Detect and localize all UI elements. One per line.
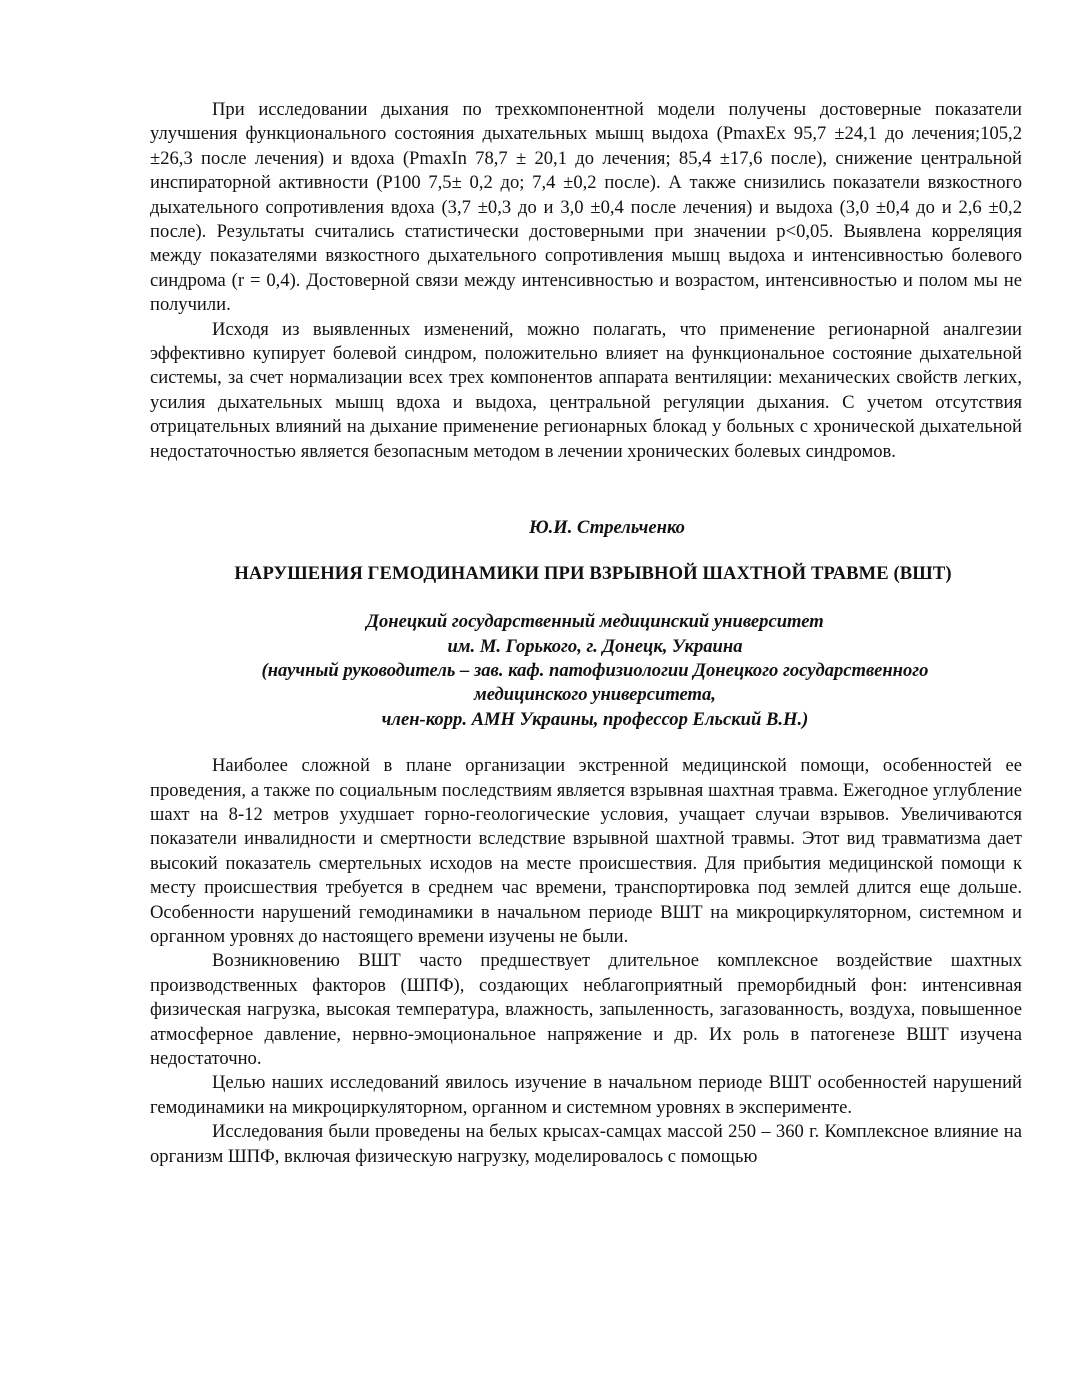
article-paragraph-1: Наиболее сложной в плане организации экстренной медицинской помощи, особенностей ее проведения, а также по социальным последствиям является взрывная шахтная травма. Ежегодное углубление шахт на 8-12 метров ухудшает горно-геологические условия, учащает случаи взрывов. Увеличиваются показатели инвалидности и смертности вследствие взрывной шахтной травмы. Этот вид травматизма дает высокий показатель смертельных исходов на месте происшествия. Для прибытия медицинской помощи к месту происшествия требуется в среднем час времени, транспортировка под землей длится еще дольше. Особенности нарушений гемодинамики в начальном периоде ВШТ на микроциркуляторном, системном и органном уровнях до настоящего времени изучены не были. <box>150 755 1022 947</box>
intro-paragraph-1: При исследовании дыхания по трехкомпонентной модели получены достоверные показатели улучшения функционального состояния дыхательных мышц выдоха (PmaxEx 95,7 ±24,1 до лечения;105,2 ±26,3 после лечения) и вдоха (PmaxIn 78,7 ± 20,1 до лечения; 85,4 ±17,6 после), снижение центральной инспираторной активности (P100 7,5± 0,2 до; 7,4 ±0,2 после). А также снизились показатели вязкостного дыхательного сопротивления вдоха (3,7 ±0,3 до и 3,0 ±0,4 после лечения) и выдоха (3,0 ±0,4 до и 2,6 ±0,2 после). Результаты считались статистически достоверными при значении p<0,05. Выявлена корреляция между показателями вязкостного дыхательного сопротивления мышц выдоха и интенсивностью болевого синдрома (r = 0,4). Достоверной связи между интенсивностью и возрастом, интенсивностью и полом мы не получили. <box>150 99 1022 316</box>
article-paragraph-4: Исследования были проведены на белых крысах-самцах массой 250 – 360 г. Комплексное влияние на организм ШПФ, включая физическую нагрузку, моделировалось с помощью <box>150 1121 1022 1167</box>
article-paragraph-2: Возникновению ВШТ часто предшествует длительное комплексное воздействие шахтных производственных факторов (ШПФ), создающих неблагоприятный преморбидный фон: интенсивная физическая нагрузка, высокая температура, влажность, запыленность, загазованность, воздуха, повышенное атмосферное давление, нервно-эмоциональное напряжение и др. Их роль в патогенезе ВШТ изучена недостаточно. <box>150 950 1022 1069</box>
affiliation-line: им. М. Горького, г. Донецк, Украина <box>447 635 743 657</box>
article-author: Ю.И. Стрельченко <box>529 517 685 539</box>
article-affiliation <box>150 610 1022 732</box>
spacer <box>150 464 1022 516</box>
intro-paragraph-2: Исходя из выявленных изменений, можно полагать, что применение регионарной аналгезии эффективно купирует болевой синдром, положительно влияет на функциональное состояние дыхательной системы, за счет нормализации всех трех компонентов аппарата вентиляции: механических свойств легких, усилия дыхательных мышц вдоха и выдоха, центральной регуляции дыхания. С учетом отсутствия отрицательных влияний на дыхание применение регионарных блокад у больных с хронической дыхательной недостаточностью является безопасным методом в лечении хронических болевых синдромов. <box>150 318 1022 462</box>
spacer <box>150 586 1022 610</box>
spacer <box>150 540 1022 562</box>
affiliation-line: член-корр. АМН Украины, профессор Ельский В.Н.) <box>381 708 809 730</box>
article-title: НАРУШЕНИЯ ГЕМОДИНАМИКИ ПРИ ВЗРЫВНОЙ ШАХТНОЙ ТРАВМЕ (ВШТ) <box>234 563 952 585</box>
affiliation-line: Донецкий государственный медицинский университет <box>366 611 824 633</box>
article-paragraph-3: Целью наших исследований явилось изучение в начальном периоде ВШТ особенностей нарушений гемодинамики на микроциркуляторном, органном и системном уровнях в эксперименте. <box>150 1072 1022 1118</box>
spacer <box>150 732 1022 754</box>
affiliation-line: (научный руководитель – зав. каф. патофизиологии Донецкого государственного <box>261 659 929 681</box>
affiliation-line: медицинского университета, <box>474 684 716 706</box>
document-page <box>150 98 1022 1169</box>
